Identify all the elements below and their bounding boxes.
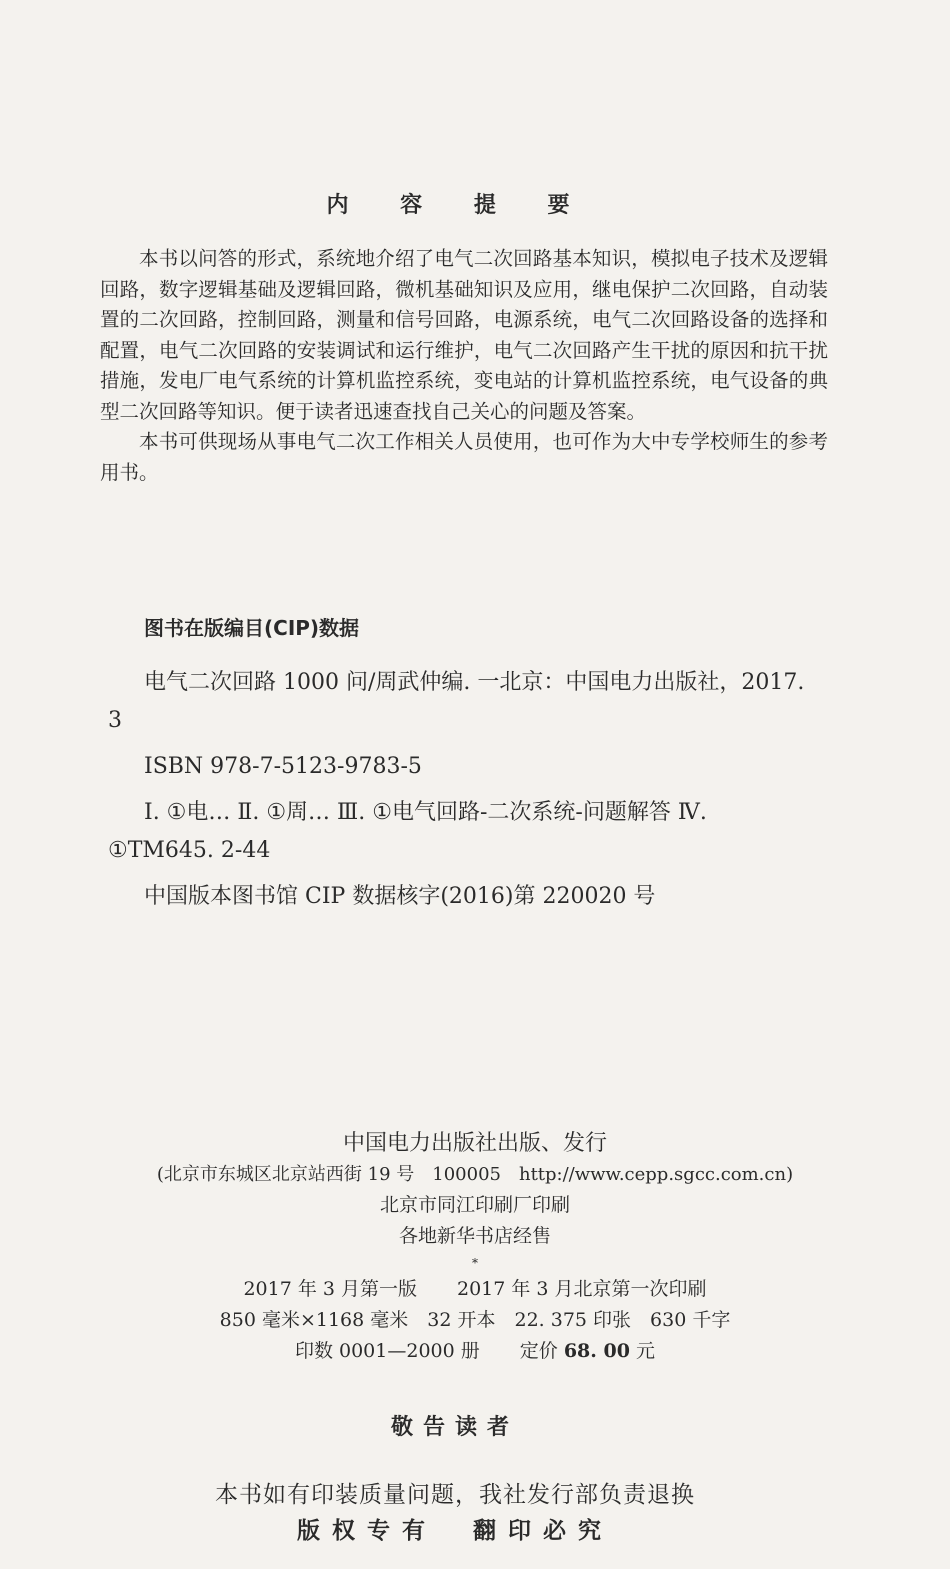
- price-unit: 元: [636, 1340, 656, 1362]
- notice-line: 本书如有印装质量问题，我社发行部负责退换: [215, 1482, 695, 1508]
- separator-star: *: [472, 1256, 478, 1270]
- publisher-address: (北京市东城区北京站西街 19 号 100005 http://www.cepp.sgcc.com.cn): [156, 1164, 794, 1185]
- edition-line: [60, 1274, 890, 1305]
- summary-paragraph: 本书以问答的形式，系统地介绍了电气二次回路基本知识，模拟电子技术及逻辑回路，数字逻辑基础及逻辑回路，微机基础知识及应用，继电保护二次回路，自动装置的二次回路，控制回路，测量和信号回路，电源系统，电气二次回路设备的选择和配置，电气二次回路的安装调试和运行维护，电气二次回路产生干扰的原因和抗干扰措施，发电厂电气系统的计算机监控系统，变电站的计算机监控系统，电气设备的典型二次回路等知识。便于读者迅速查找自己关心的问题及答案。: [100, 247, 828, 423]
- price-label: 定价: [519, 1340, 558, 1362]
- summary-title: 内 容 提 要: [326, 192, 592, 218]
- cip-isbn: ISBN 978-7-5123-9783-5: [144, 754, 422, 779]
- edition-info: 2017 年 3 月第一版: [243, 1278, 417, 1300]
- cip-title: 图书在版编目(CIP)数据: [144, 616, 360, 640]
- notice-title: 敬告读者: [390, 1414, 519, 1440]
- publisher-line: 中国电力出版社出版、发行: [342, 1131, 607, 1156]
- printer-line: 北京市同江印刷厂印刷: [379, 1194, 570, 1216]
- summary-text: [100, 244, 828, 488]
- summary-paragraph: 本书可供现场从事电气二次工作相关人员使用，也可作为大中专学校师生的参考用书。: [100, 430, 828, 484]
- cip-data: [108, 664, 808, 924]
- rights-line: [0, 1512, 910, 1545]
- cip-classification: Ⅰ. ①电… Ⅱ. ①周… Ⅲ. ①电气回路-二次系统-问题解答 Ⅳ. ①TM645. 2-44: [108, 800, 707, 863]
- printing-info: 2017 年 3 月北京第一次印刷: [457, 1278, 707, 1300]
- price-line: [60, 1336, 890, 1367]
- print-run: 印数 0001—2000 册: [294, 1340, 480, 1362]
- rights-reserved: 版权专有: [297, 1517, 437, 1544]
- price-value: 68. 00: [563, 1340, 630, 1362]
- distributor-line: 各地新华书店经售: [398, 1225, 551, 1247]
- imprint-block: [60, 1128, 890, 1367]
- cip-library-record: 中国版本图书馆 CIP 数据核字(2016)第 220020 号: [144, 884, 656, 909]
- cip-entry: 电气二次回路 1000 问/周武仲编. 一北京：中国电力出版社，2017. 3: [108, 670, 805, 733]
- format-line: 850 毫米×1168 毫米 32 开本 22. 375 印张 630 千字: [219, 1309, 731, 1331]
- no-reprint: 翻印必究: [473, 1517, 613, 1544]
